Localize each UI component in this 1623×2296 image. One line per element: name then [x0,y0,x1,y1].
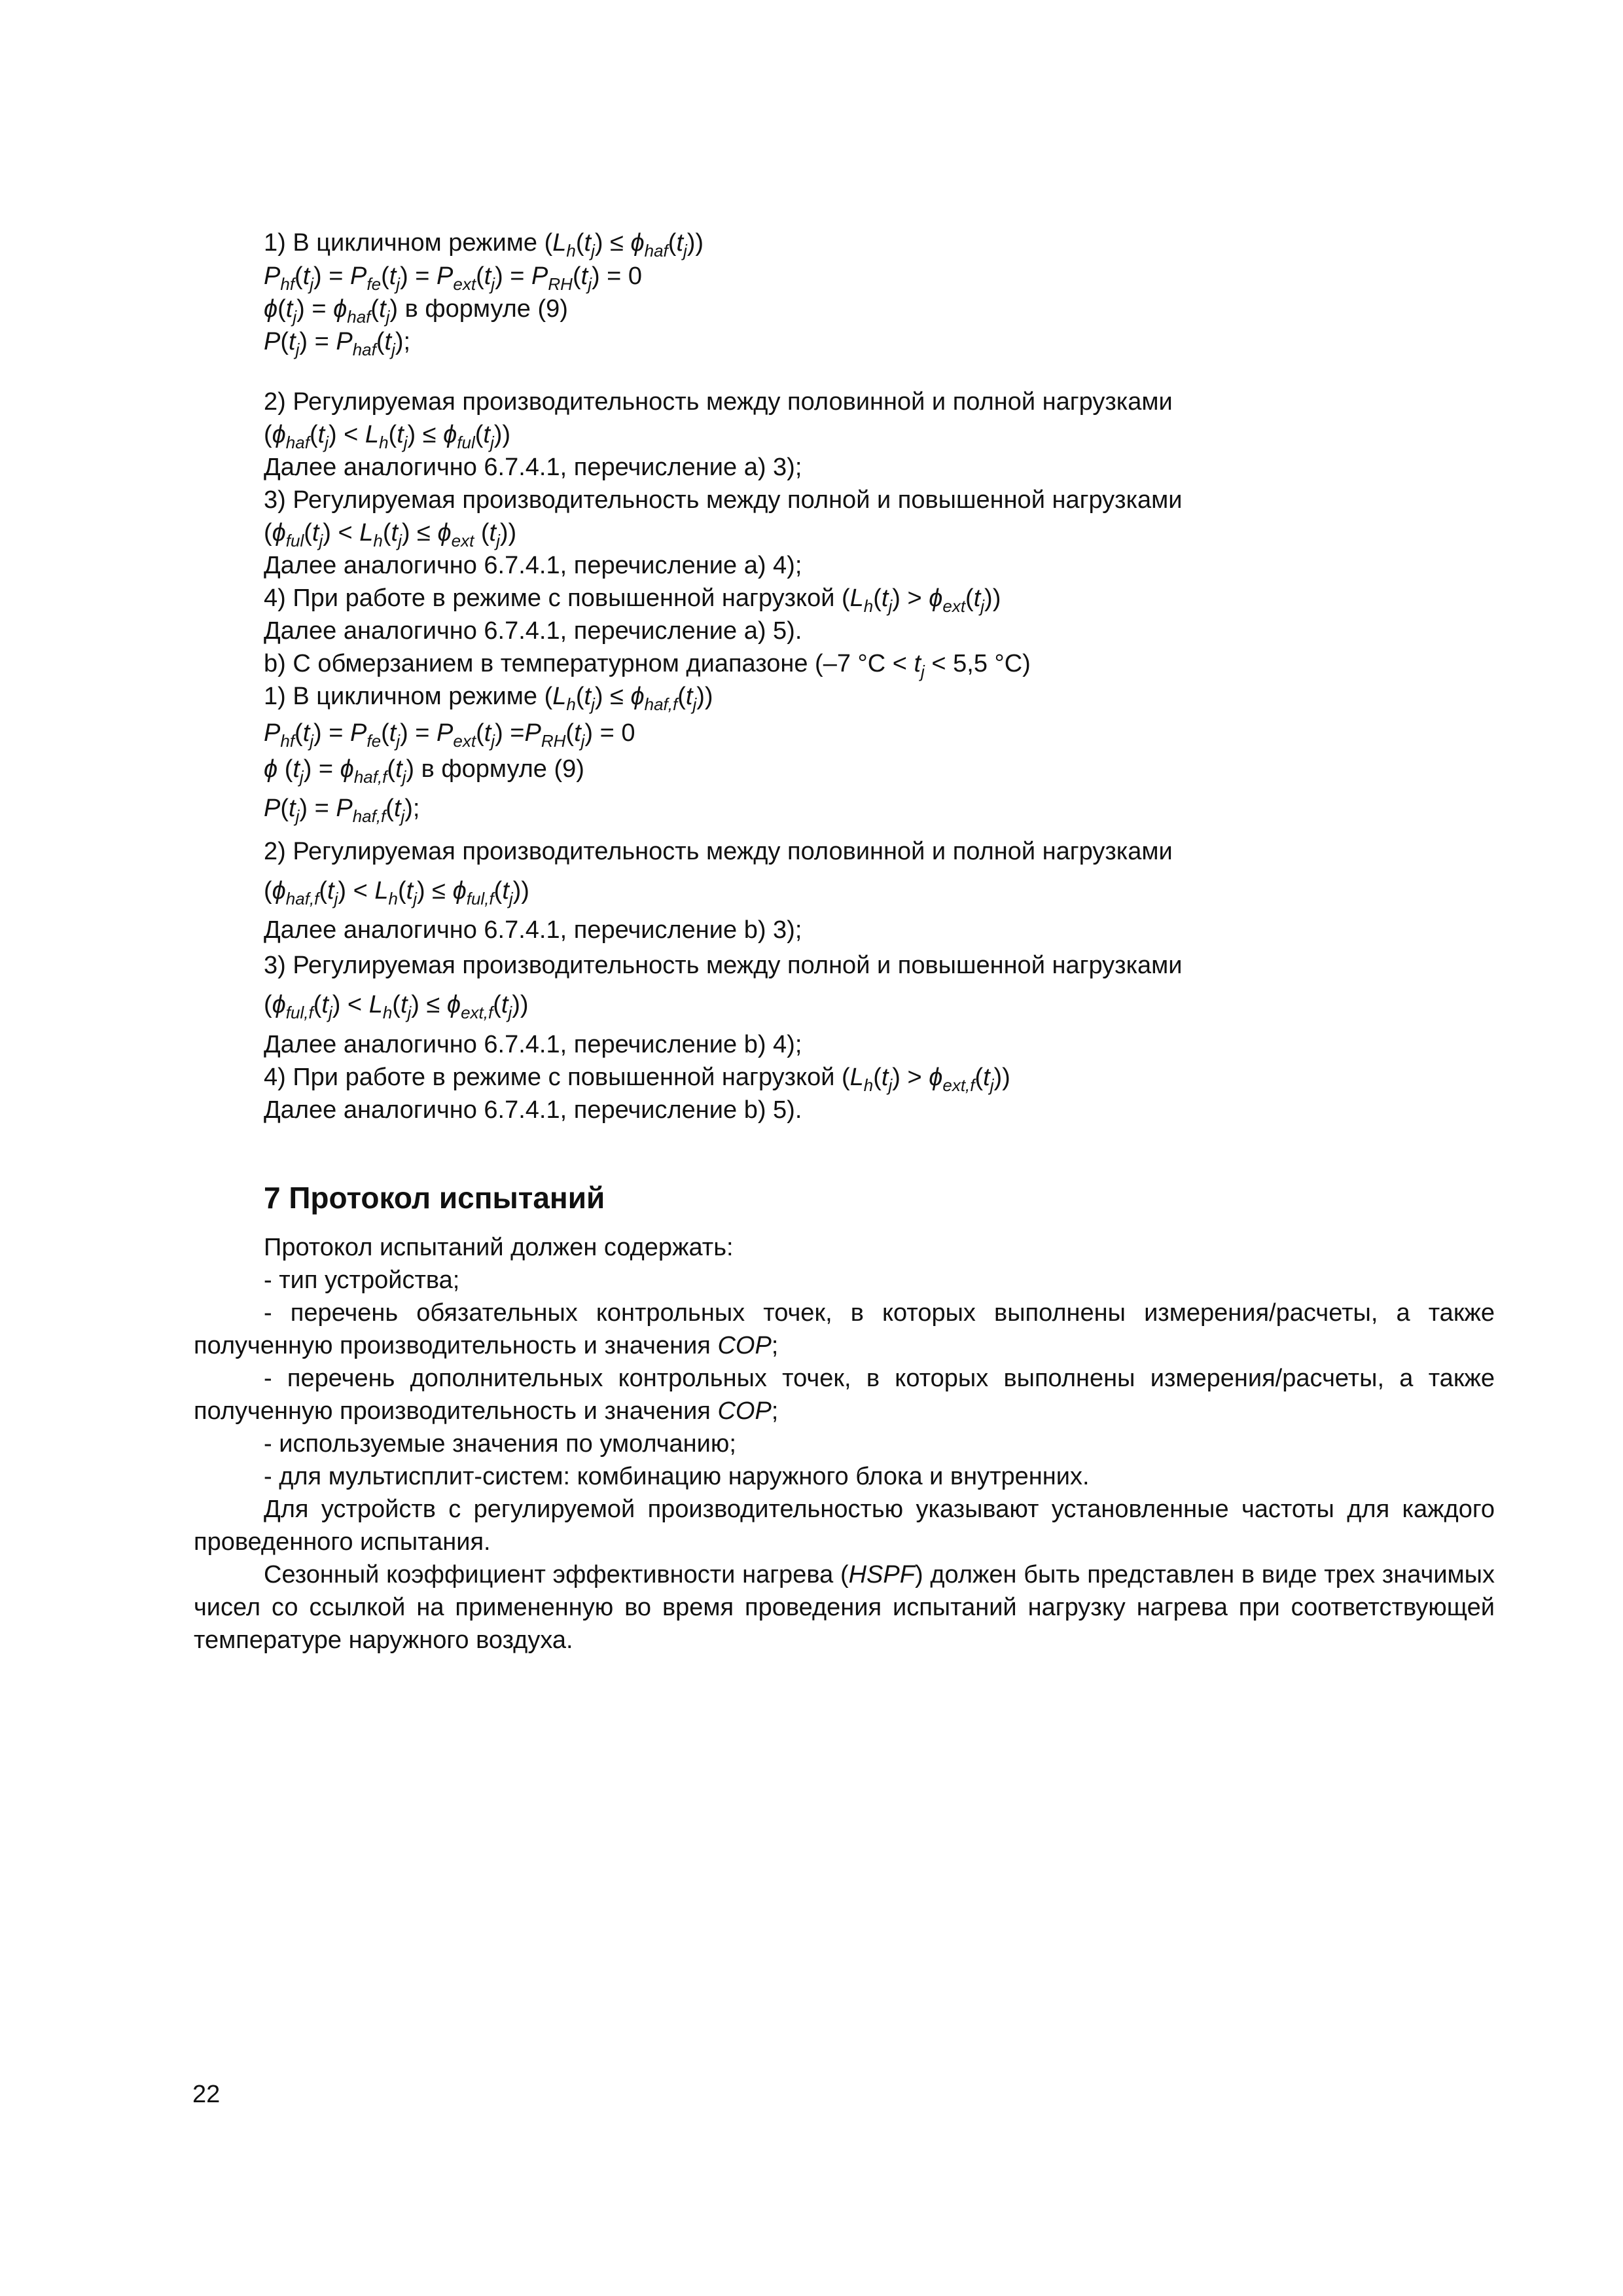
a1-p-equation: $P(t_j) = P_{haf}(t_j)$; [264,328,411,359]
section-7-title: 7 Протокол испытаний [264,1181,605,1215]
b4-continuation: Далее аналогично 6.7.4.1, перечисление b) 5). [264,1096,802,1124]
protocol-item-mandatory-points: - перечень обязательных контрольных точек, в которых выполнены измерения/расчеты, а также полученную производительность и значения COP; [194,1299,1495,1359]
b2-condition: $(\phi_{haf,f}(t_j) < L_h(t_j) \le \phi_{ful,f}(t_j))$ [264,877,529,908]
b1-p-equation: $P(t_j) = P_{haf,f}(t_j)$; [264,795,420,826]
protocol-item-multisplit: - для мультисплит-систем: комбинацию наружного блока и внутренних. [264,1463,1090,1490]
a3-condition: ($\phi_{ful}(t_j) < L_h(t_j) \le \phi_{ext}$ $(t_j)$) [264,519,517,550]
frequency-paragraph: Для устройств с регулируемой производительностью указывают установленные частоты для каждого проведенного испытания. [194,1496,1495,1556]
a3-continuation: Далее аналогично 6.7.4.1, перечисление а) 4); [264,552,802,579]
a3-heading: 3) Регулируемая производительность между полной и повышенной нагрузками [264,486,1183,514]
a4-continuation: Далее аналогично 6.7.4.1, перечисление а) 5). [264,617,802,645]
a4-heading: 4) При работе в режиме с повышенной нагрузкой $(L_h(t_j) > \phi_{ext}(t_j))$ [264,584,1001,616]
b3-continuation: Далее аналогично 6.7.4.1, перечисление b) 4); [264,1031,802,1058]
b4-heading: 4) При работе в режиме с повышенной нагрузкой $(L_h(t_j) > \phi_{ext,f}(t_j))$ [264,1064,1010,1095]
b1-power-equation: $P_{hf}(t_j) = P_{fe}(t_j) = P_{ext}(t_j) =P_{RH}(t_j) = 0$ [264,719,635,751]
a2-condition: $(\phi_{haf}(t_j) < L_h(t_j) \le \phi_{ful}(t_j))$ [264,421,511,452]
b3-condition: $(\phi_{ful,f}(t_j) < L_h(t_j) \le \phi_{ext,f}(t_j))$ [264,991,529,1022]
b1-phi-equation: ϕ $(t_j) = \phi_{haf,f}(t_j)$ в формуле (9) [264,755,584,787]
a2-continuation: Далее аналогично 6.7.4.1, перечисление а) 3); [264,454,802,481]
protocol-item-additional-points: - перечень дополнительных контрольных точек, в которых выполнены измерения/расчеты, а также полученную производительность и значения COP; [194,1365,1495,1425]
hspf-paragraph: Сезонный коэффициент эффективности нагрева (HSPF) должен быть представлен в виде трех значимых чисел со ссылкой на примененную во время проведения испытаний нагрузку нагрева при соответствующей температуре наружного воздуха. [194,1561,1495,1654]
a1-cyclic-condition: 1) В цикличном режиме $(L_h(t_j) \le \phi_{haf}(t_j))$ [264,229,704,260]
b-heading: b) С обмерзанием в температурном диапазоне (–7 $^\circ С < t_j < 5,5$ °С) [264,650,1031,681]
protocol-intro: Протокол испытаний должен содержать: [264,1234,734,1261]
b2-heading: 2) Регулируемая производительность между половинной и полной нагрузками [264,838,1173,865]
protocol-item-defaults: - используемые значения по умолчанию; [264,1430,736,1458]
a2-heading: 2) Регулируемая производительность между половинной и полной нагрузками [264,388,1173,416]
protocol-item-device-type: - тип устройства; [264,1266,460,1294]
page-number: 22 [192,2081,221,2108]
a1-power-equation: $P_{hf}(t_j) = P_{fe}(t_j) = P_{ext}(t_j) = P_{RH}(t_j) = 0$ [264,262,643,294]
a1-phi-equation: $\phi(t_j) = \phi_{haf}(t_j)$ в формуле (9) [264,295,568,327]
b3-heading: 3) Регулируемая производительность между полной и повышенной нагрузками [264,952,1183,979]
b1-cyclic-condition: 1) В цикличном режиме $(L_h(t_j) \le \phi_{haf,f}(t_j))$ [264,683,713,714]
b2-continuation: Далее аналогично 6.7.4.1, перечисление b) 3); [264,916,802,944]
